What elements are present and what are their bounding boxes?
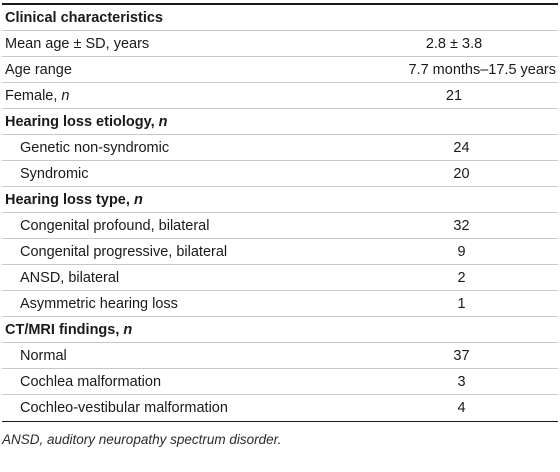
table-row <box>2 187 558 213</box>
table-row <box>2 109 558 135</box>
row-value: 21 <box>445 87 463 104</box>
row-label: Cochleo-vestibular malformation <box>20 400 228 416</box>
row-label: Age range <box>5 61 72 78</box>
table-bottom-rule <box>2 421 558 422</box>
row-label: Asymmetric hearing loss <box>20 295 178 312</box>
row-label: Syndromic <box>20 165 89 182</box>
row-value: 24 <box>453 139 470 156</box>
row-label: Mean age ± SD, years <box>5 35 150 52</box>
table-row <box>2 31 558 57</box>
table-row <box>2 83 558 109</box>
row-value: 3 <box>457 373 466 390</box>
section-heading: Hearing loss etiology, n <box>5 113 168 130</box>
table-row <box>2 343 558 369</box>
table-row <box>2 395 558 421</box>
row-value: 7.7 months–17.5 years <box>408 61 556 78</box>
table-row <box>2 317 558 343</box>
row-label: ANSD, bilateral <box>20 269 120 286</box>
table-row <box>2 369 558 395</box>
table-row <box>2 291 558 317</box>
row-value: 32 <box>453 217 470 234</box>
table-row <box>2 57 558 83</box>
table-footnote: ANSD, auditory neuropathy spectrum disorder. <box>2 432 282 447</box>
row-value: 2.8 ± 3.8 <box>425 35 483 52</box>
row-label: Congenital profound, bilateral <box>20 217 210 234</box>
row-value: 1 <box>457 295 466 312</box>
row-value: 37 <box>453 347 470 364</box>
row-value: 20 <box>453 165 470 182</box>
characteristics-table <box>2 3 558 422</box>
row-label: Congenital progressive, bilateral <box>20 243 228 260</box>
section-heading: CT/MRI findings, n <box>5 321 133 338</box>
table-row <box>2 5 558 31</box>
row-label: Genetic non-syndromic <box>20 139 170 156</box>
row-value: 4 <box>457 400 466 416</box>
table-row <box>2 265 558 291</box>
row-label: Normal <box>20 347 67 364</box>
table-row <box>2 135 558 161</box>
row-label: Cochlea malformation <box>20 373 162 390</box>
table-row <box>2 213 558 239</box>
table-row <box>2 161 558 187</box>
row-value: 9 <box>457 243 466 260</box>
row-label: Female, n <box>5 87 70 104</box>
section-heading: Hearing loss type, n <box>5 191 143 208</box>
row-value: 2 <box>457 269 466 286</box>
table-row <box>2 239 558 265</box>
section-heading: Clinical characteristics <box>5 9 163 26</box>
